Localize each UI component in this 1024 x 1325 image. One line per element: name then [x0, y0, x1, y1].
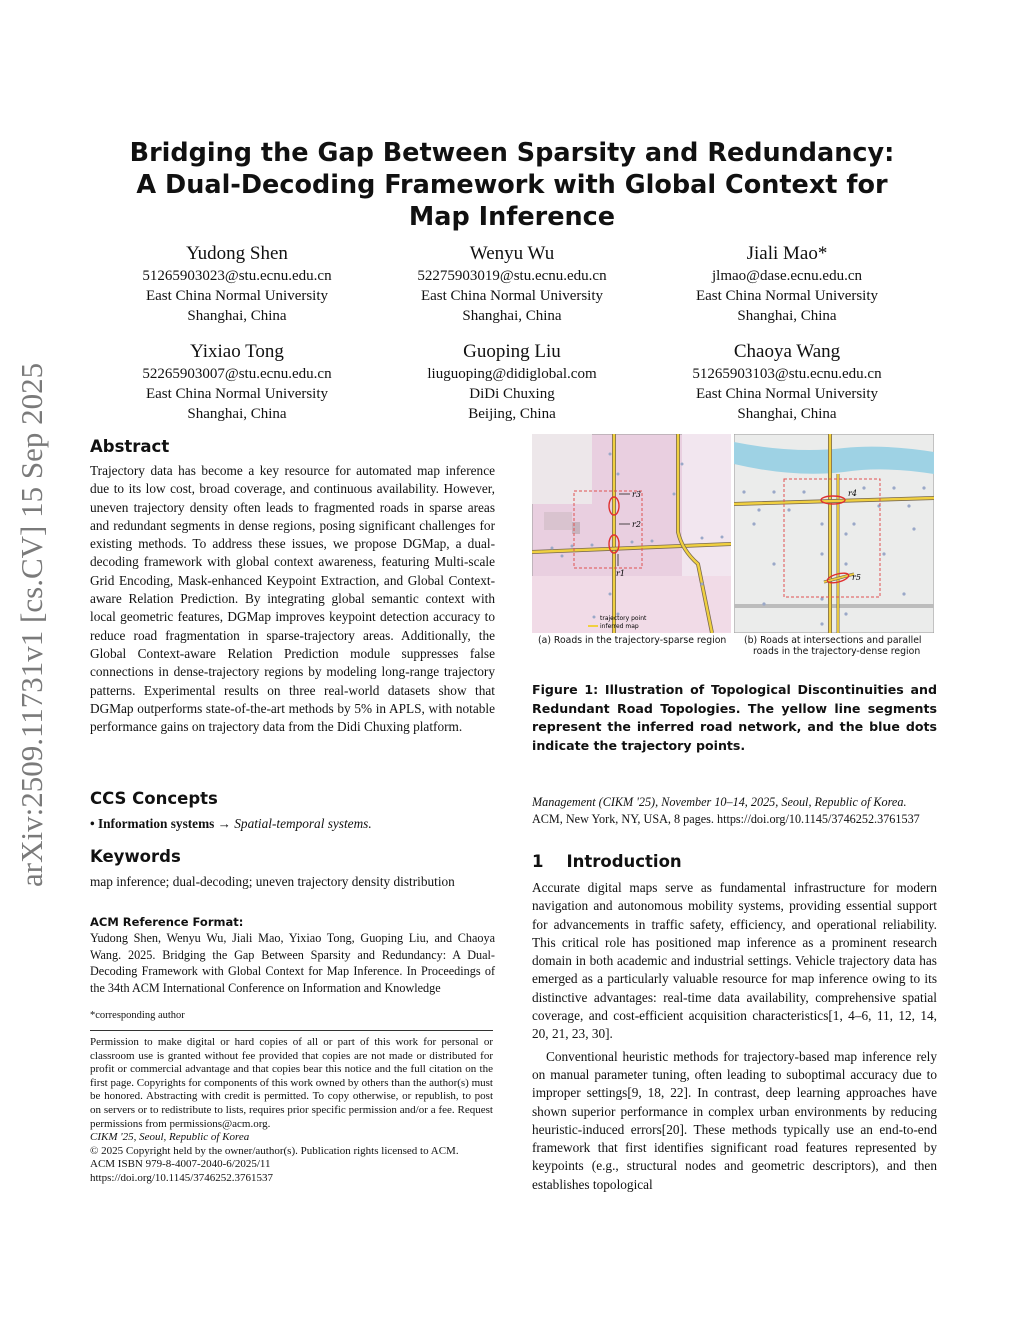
acm-reference	[90, 914, 495, 996]
keywords-heading: Keywords	[90, 847, 181, 866]
author-location: Shanghai, China	[187, 308, 287, 324]
footnote: *corresponding author	[90, 1010, 185, 1021]
figure-panel-b	[734, 434, 934, 633]
keywords-text: map inference; dual-decoding; uneven trajectory density distribution	[90, 874, 455, 889]
legend-trajectory-point: trajectory point	[600, 615, 647, 622]
intro-paragraph-2: Conventional heuristic methods for trajectory-based map inference rely on manual parameter tuning, often leading to suboptimal accuracy due to improper settings[9, 18, 22]. In contrast, deep learning approaches have shown superior performance in complex urban environments by reducing heuristic-induced errors[20]. These methods typically use an end-to-end framework that first identifies significant road features represented by keypoints (e.g., structural nodes and geometric descriptors), and then establishes topological	[532, 1048, 937, 1192]
author-affiliation: East China Normal University	[145, 288, 329, 304]
acm-ref-heading: ACM Reference Format:	[90, 915, 244, 929]
label-r2: r2	[632, 520, 641, 529]
author-name: Wenyu Wu	[469, 243, 555, 264]
author-card	[647, 242, 927, 326]
author-email[interactable]: jlmao@dase.ecnu.edu.cn	[711, 268, 862, 284]
abstract-section	[90, 436, 495, 736]
intro-heading: 1 Introduction	[532, 852, 682, 871]
author-card	[372, 242, 652, 326]
author-name: Chaoya Wang	[733, 341, 841, 362]
paper-title: Bridging the Gap Between Sparsity and Redundancy: A Dual-Decoding Framework with Global Context for Map Inference	[129, 138, 895, 232]
figure-1	[532, 434, 934, 660]
author-card	[372, 340, 652, 424]
author-affiliation: DiDi Chuxing	[469, 386, 555, 402]
abstract-heading: Abstract	[90, 437, 170, 456]
author-name: Yixiao Tong	[190, 341, 284, 362]
author-email[interactable]: 51265903023@stu.ecnu.edu.cn	[142, 268, 332, 284]
author-location: Beijing, China	[468, 406, 556, 422]
ccs-item-rest: Spatial-temporal systems.	[234, 816, 372, 831]
author-location: Shanghai, China	[462, 308, 562, 324]
arxiv-side-label: arXiv:2509.11731v1 [cs.CV] 15 Sep 2025	[14, 362, 49, 887]
author-email[interactable]: 52265903007@stu.ecnu.edu.cn	[142, 366, 332, 382]
author-name: Guoping Liu	[463, 341, 561, 362]
label-r5: r5	[852, 573, 861, 582]
figure-sub-a: (a) Roads in the trajectory-sparse region	[538, 635, 727, 646]
author-location: Shanghai, China	[737, 308, 837, 324]
figure-sub-b	[744, 635, 940, 657]
author-email[interactable]: 52275903019@stu.ecnu.edu.cn	[417, 268, 607, 284]
author-email[interactable]: 51265903103@stu.ecnu.edu.cn	[692, 366, 882, 382]
author-email[interactable]: liuguoping@didiglobal.com	[427, 366, 597, 382]
figure-panel-a	[532, 434, 731, 633]
acm-ref-continued-rest: ACM, New York, NY, USA, 8 pages. https://doi.org/10.1145/3746252.3761537	[532, 812, 920, 826]
author-affiliation: East China Normal University	[695, 386, 879, 402]
figure-caption-text: Figure 1: Illustration of Topological Discontinuities and Redundant Road Topologies. The yellow line segments represent the inferred road network, and the blue dots indicate the trajectory points.	[532, 682, 937, 753]
ccs-arrow: →	[217, 816, 231, 831]
footer-rule	[90, 1030, 493, 1031]
author-name: Jiali Mao*	[746, 243, 828, 264]
ccs-item	[90, 815, 495, 833]
acm-ref-continued-italic: Management (CIKM '25), November 10–14, 2025, Seoul, Republic of Korea.	[532, 795, 907, 809]
permission-text: Permission to make digital or hard copies of all or part of this work for personal or classroom use is granted without fee provided that copies are not made or distributed for profit or commercial advantage and that copies bear this notice and the full citation on the first page. Copyrights for components of this work owned by others than the author(s) must be honored. Abstracting with credit is permitted. To copy otherwise, or republish, to post on servers or to redistribute to lists, requires prior specific permission and/or a fee. Request permissions from permissions@acm.org.	[90, 1036, 493, 1130]
abstract-text: Trajectory data has become a key resource for automated map inference due to its low cost, broad coverage, and continuous availability. However, uneven trajectory density often leads to fragmented roads in sparse areas and redundant segments in dense regions, posing significant challenges for existing methods. To address these issues, we propose DGMap, a dual-decoding framework with global context awareness, featuring Multi-scale Grid Encoding, Mask-enhanced Keypoint Extraction, and Global Context-aware Relation Prediction. By integrating global semantic context with local geometric features, DGMap improves keypoint detection accuracy to reduce road fragmentation in sparse-trajectory areas. Additionally, the Global Context-aware Relation Prediction module suppresses false connections in dense-trajectory regions by modeling long-range trajectory patterns. Experimental results on three real-world datasets show that DGMap outperforms state-of-the-art methods by 5% in APLS, with notable performance gains on trajectory data from the Didi Chuxing platform.	[90, 463, 495, 735]
introduction-section	[532, 851, 937, 1194]
copyright-line: © 2025 Copyright held by the owner/author(s). Publication rights licensed to ACM.	[90, 1144, 459, 1157]
author-affiliation: East China Normal University	[695, 288, 879, 304]
conf-line: CIKM '25, Seoul, Republic of Korea	[90, 1131, 250, 1144]
author-card	[97, 242, 377, 326]
doi-line[interactable]: https://doi.org/10.1145/3746252.3761537	[90, 1171, 274, 1184]
ccs-item-prefix: • Information systems	[90, 816, 215, 831]
ccs-heading: CCS Concepts	[90, 789, 218, 808]
figure-sub-b-line1: (b) Roads at intersections and parallel	[744, 635, 922, 646]
acm-ref-text: Yudong Shen, Wenyu Wu, Jiali Mao, Yixiao Tong, Guoping Liu, and Chaoya Wang. 2025. Bridging the Gap Between Sparsity and Redundancy: A Dual-Decoding Framework with Global Context for Map Inference. In Proceedings of the 34th ACM International Conference on Information and Knowledge	[90, 931, 495, 995]
author-location: Shanghai, China	[737, 406, 837, 422]
isbn-line: ACM ISBN 979-8-4007-2040-6/2025/11	[90, 1158, 271, 1171]
acm-ref-continued	[532, 794, 937, 828]
figure-sub-b-line2: roads in the trajectory-dense region	[753, 646, 921, 657]
keywords-section	[90, 846, 495, 891]
intro-paragraph-1: Accurate digital maps serve as fundamental infrastructure for modern navigation and autonomous mobility systems, providing essential support for advancements in traffic safety, efficiency, and operational reliability. This critical role has positioned map inference as a prominent research domain in both academic and industrial settings. Vehicle trajectory data has emerged as a particularly valuable resource for map inference owing to its distinctive advantages: real-time data availability, comprehensive spatial coverage, and cost-efficient acquisition characteristics[1, 4–6, 11, 12, 14, 20, 21, 23, 30].	[532, 880, 937, 1042]
author-card	[647, 340, 927, 424]
permission-block	[90, 1036, 493, 1186]
label-r3: r3	[632, 490, 641, 499]
legend-inferred-map: inferred map	[600, 623, 639, 630]
label-r4: r4	[848, 489, 857, 498]
author-affiliation: East China Normal University	[145, 386, 329, 402]
author-affiliation: East China Normal University	[420, 288, 604, 304]
figure-caption	[532, 681, 937, 755]
author-location: Shanghai, China	[187, 406, 287, 422]
label-r1: r1	[616, 569, 625, 578]
author-card	[97, 340, 377, 424]
ccs-section	[90, 788, 495, 833]
author-name: Yudong Shen	[186, 243, 288, 264]
